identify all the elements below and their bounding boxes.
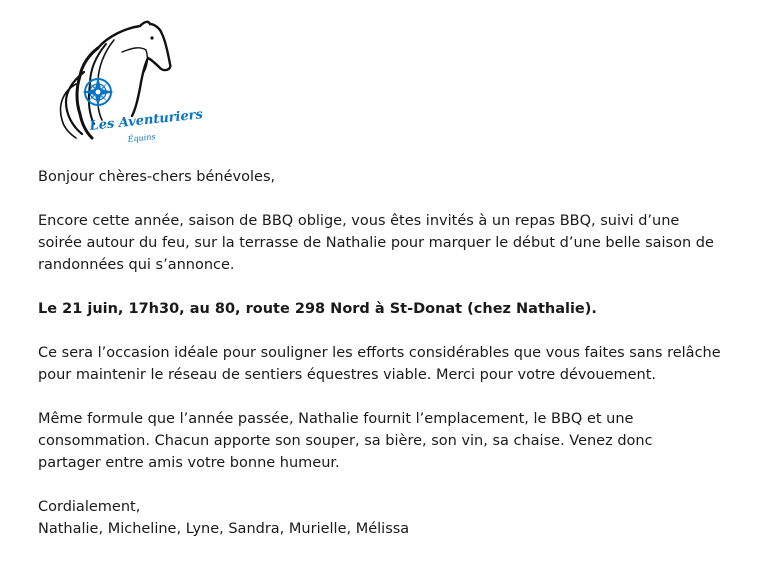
event-details: Le 21 juin, 17h30, au 80, route 298 Nord à St-Donat (chez Nathalie). [38,301,597,317]
logo-text-primary: Les Aventuriers [88,107,204,134]
paragraph-invitation [38,210,738,276]
horse-compass-logo-graphic [36,14,204,154]
compass-rose [82,76,114,108]
paragraph-line: Même formule que l’année passée, Nathalie fournit l’emplacement, le BBQ et une [38,411,634,427]
paragraph-line: pour maintenir le réseau de sentiers équestres viable. Merci pour votre dévouement. [38,367,657,383]
closing: Cordialement, [38,499,141,515]
signatures: Nathalie, Micheline, Lyne, Sandra, Murielle, Mélissa [38,521,410,537]
organization-logo [36,14,204,154]
paragraph-thanks [38,342,738,386]
horse-head-outline [98,22,170,116]
logo-text-secondary: Équins [127,132,156,144]
horse-eye [150,36,153,39]
paragraph-format [38,408,738,474]
paragraph-line: partager entre amis votre bonne humeur. [38,455,340,471]
signature-block [38,496,738,540]
letter-body [38,166,738,540]
paragraph-line: Ce sera l’occasion idéale pour souligner les efforts considérables que vous faites sans relâche [38,345,721,361]
paragraph-line: soirée autour du feu, sur la terrasse de Nathalie pour marquer le début d’une belle saison de [38,235,714,251]
paragraph-line: Encore cette année, saison de BBQ oblige, vous êtes invités à un repas BBQ, suivi d’une [38,213,680,229]
horse-mane-4 [66,72,84,134]
paragraph-line: consommation. Chacun apporte son souper, sa bière, son vin, sa chaise. Venez donc [38,433,653,449]
greeting: Bonjour chères-chers bénévoles, [38,169,276,185]
paragraph-line: randonnées qui s’annonce. [38,257,235,273]
